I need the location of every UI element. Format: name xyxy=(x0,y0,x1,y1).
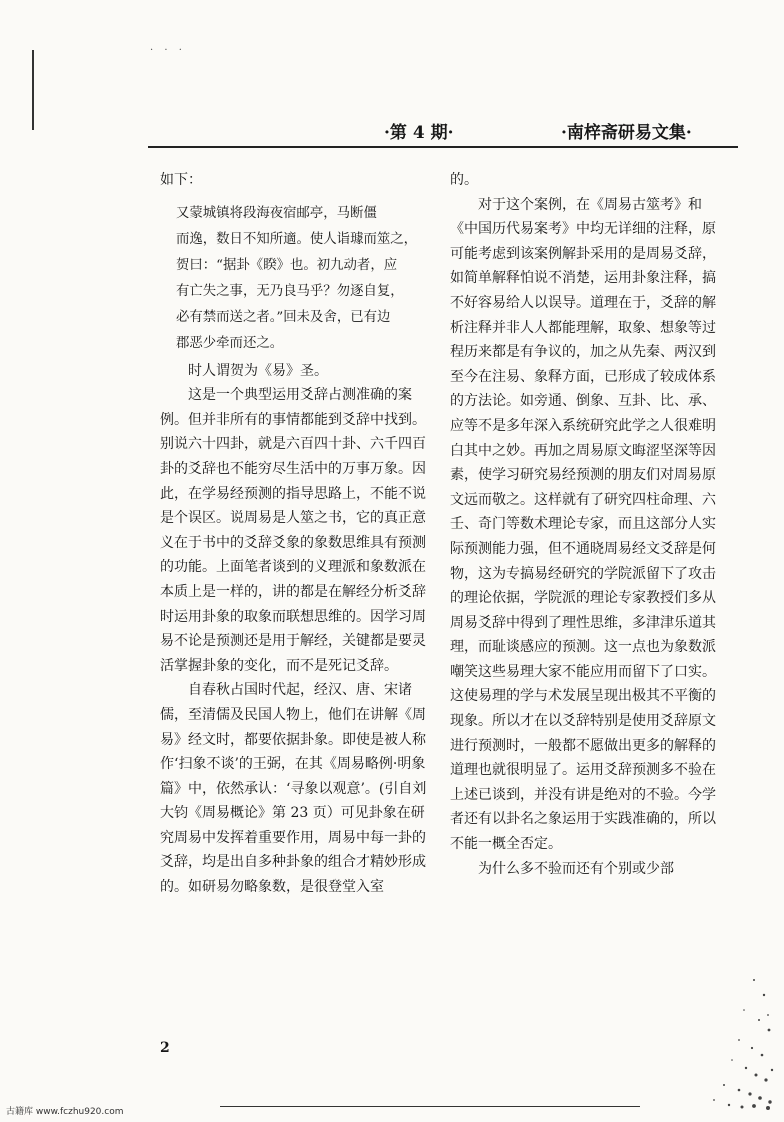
scan-bottom-line xyxy=(220,1106,640,1107)
quote-line: 贺曰：“据卦《睽》也。初九动者，应 xyxy=(176,257,398,273)
scan-dots: · · · xyxy=(150,45,186,56)
quoted-passage xyxy=(160,201,432,357)
quote-line: 有亡失之事，无乃良马乎？勿逐自复， xyxy=(176,283,404,299)
paragraph: 这是一个典型运用爻辞占测准确的案例。但并非所有的事情都能到爻辞中找到。别说六十四卦，就是六百四十卦、六千四百卦的爻辞也不能穷尽生活中的万事万象。因此，在学易经预测的指导思路上，不能不说是个误区。说周易是人筮之书，它的真正意义在于书中的爻辞爻象的象数思维具有预测的功能。上面笔者谈到的义理派和象数派在本质上是一样的，讲的都是在解经分析爻辞时运用卦象的取象而联想思维的。因学习周易不论是预测还是用于解经，关键都是要灵活掌握卦象的变化，而不是死记爻辞。 xyxy=(160,387,426,674)
watermark: 古籍库 www.fczhu920.com xyxy=(6,1107,124,1117)
scan-mark xyxy=(32,50,34,130)
quote-line: 郡恶少牵而还之。 xyxy=(176,335,284,351)
quote-line: 而逸，数日不知所適。使人诣璩而筮之， xyxy=(176,231,418,247)
scan-noise xyxy=(684,960,774,1110)
intro-line: 如下： xyxy=(160,172,202,188)
page-number: 2 xyxy=(160,1040,170,1056)
paragraph: 自春秋占国时代起，经汉、唐、宋诸儒，至清儒及民国人物上，他们在讲解《周易》经文时，都要依据卦象。即使是被人称作‘扫象不谈’的王弼，在其《周易略例·明象篇》中，依然承认：‘寻象以观意’。(引自刘大钧《周易概论》第 23 页）可见卦象在研究周易中发挥着重要作用，周易中每一卦的爻辞，均是出自多种卦象的组合才精妙形成的。如研易勿略象数，是很登堂入室 xyxy=(160,682,427,896)
right-column xyxy=(450,168,720,881)
paragraph: 为什么多不验而还有个别或少部 xyxy=(478,860,674,877)
issue-label: ·第 4 期· xyxy=(384,123,454,143)
running-header xyxy=(148,112,738,148)
continued-text: 的。 xyxy=(450,172,478,188)
left-column xyxy=(160,168,432,900)
quote-line: 又蒙城镇将段海夜宿邮亭，马断僵 xyxy=(176,205,377,221)
collection-title: ·南梓斋研易文集· xyxy=(561,123,692,143)
paragraph: 对于这个案例，在《周易古筮考》和《中国历代易案考》中均无详细的注释，原可能考虑到该案例解卦采用的是周易爻辞，如简单解释怕说不消楚，运用卦象注释，搞不好容易给人以误导。道理在于，爻辞的解析注释并非人人都能理解，取象、想象等过程历来都是有争议的，加之从先秦、两汉到至今在注易、象释方面，已形成了较成体系的方法论。如旁通、倒象、互卦、比、承、应等不是多年深入系统研究此学之人很难明白其中之妙。再加之周易原文晦涩坚深等因素，使学习研究易经预测的朋友们对周易原文远而敬之。这样就有了研究四柱命理、六壬、奇门等数术理论专家，而且这部分人实际预测能力强，但不通晓周易经文爻辞是何物，这为专搞易经研究的学院派留下了攻击的理论依据，学院派的理论专家教授们多从周易爻辞中得到了理性思维，多津津乐道其理，而耻谈感应的预测。这一点也为象数派嘲笑这些易理大家不能应用而留下了口实。这使易理的学与术发展呈现出极其不平衡的现象。所以才在以爻辞特别是使用爻辞原文进行预测时，一般都不愿做出更多的解释的道理也就很明显了。运用爻辞预测多不验在上述已谈到，并没有讲是绝对的不验。今学者还有以卦名之象运用于实践准确的，所以不能一概全否定。 xyxy=(450,196,716,853)
quote-line: 必有禁而送之者。”回未及舍，已有边 xyxy=(176,309,391,325)
paragraph: 时人谓贺为《易》圣。 xyxy=(188,362,328,379)
